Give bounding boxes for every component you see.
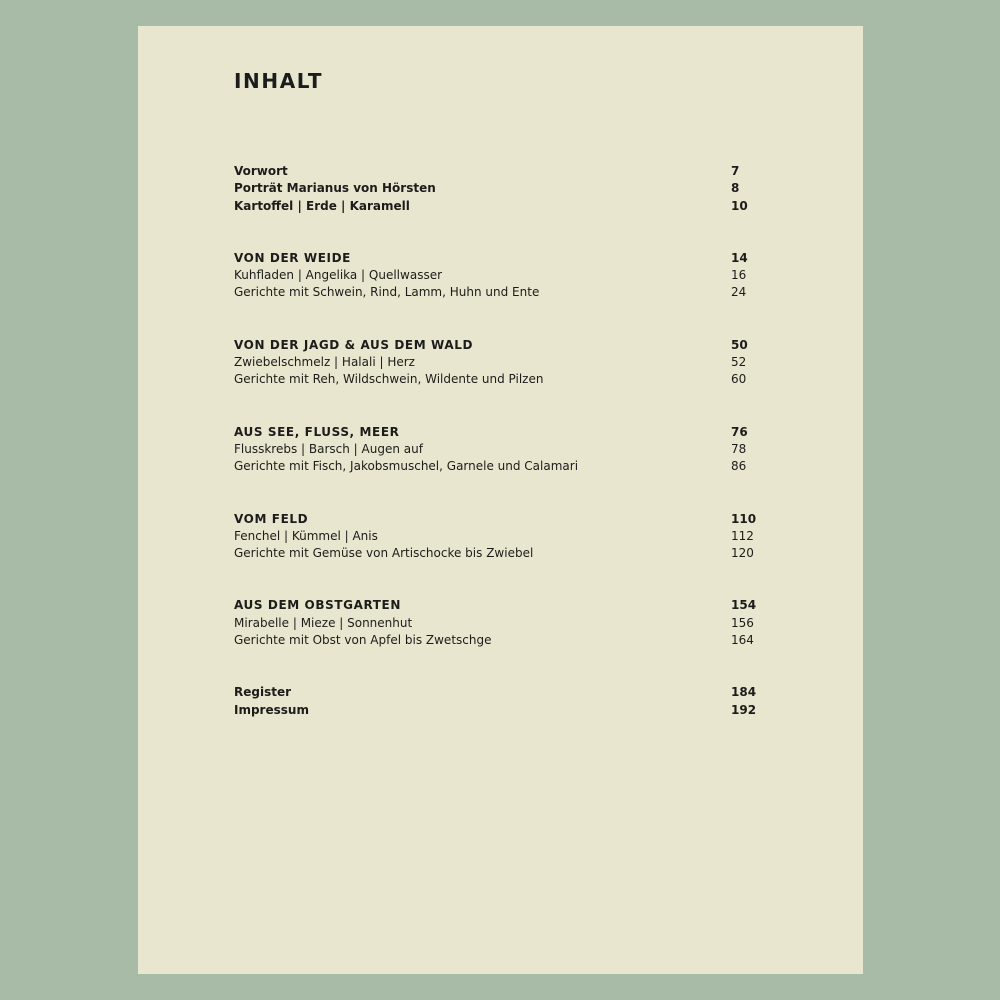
toc-entry-page: 112 [731, 528, 754, 543]
page-title: INHALT [234, 69, 324, 93]
toc-entry[interactable] [234, 163, 762, 180]
toc-group-back-matter [234, 684, 762, 719]
toc-entry-label: Mirabelle | Mieze | Sonnenhut [234, 615, 413, 630]
toc-entry-label: Gerichte mit Reh, Wildschwein, Wildente und Pilzen [234, 372, 544, 387]
toc-section-aus-dem-obstgarten [234, 597, 762, 649]
toc-entry-label: Zwiebelschmelz | Halali | Herz [234, 355, 415, 370]
toc-entry-page: 184 [731, 685, 757, 700]
toc-section-heading-page: 50 [731, 337, 748, 352]
table-of-contents [234, 163, 762, 754]
toc-section-heading-page: 14 [731, 250, 748, 265]
toc-section-heading[interactable] [234, 250, 762, 267]
toc-entry[interactable] [234, 632, 762, 649]
toc-entry-label: Gerichte mit Gemüse von Artischocke bis Zwiebel [234, 546, 534, 561]
toc-section-heading-label: AUS DEM OBSTGARTEN [234, 598, 401, 613]
toc-entry-page: 24 [731, 285, 747, 300]
toc-entry-label: Kuhfladen | Angelika | Quellwasser [234, 268, 443, 283]
toc-section-heading-label: VON DER WEIDE [234, 250, 351, 265]
toc-entry[interactable] [234, 198, 762, 215]
toc-entry-label: Gerichte mit Schwein, Rind, Lamm, Huhn und Ente [234, 285, 540, 300]
book-page [138, 26, 863, 974]
toc-section-heading[interactable] [234, 337, 762, 354]
toc-entry-page: 60 [731, 372, 747, 387]
toc-entry-page: 52 [731, 355, 747, 370]
toc-entry-page: 7 [731, 164, 740, 178]
toc-section-heading[interactable] [234, 597, 762, 614]
toc-entry-label: Register [234, 685, 292, 700]
toc-entry[interactable] [234, 180, 762, 197]
toc-section-von-der-weide [234, 250, 762, 302]
toc-entry-page: 156 [731, 615, 754, 630]
toc-entry[interactable] [234, 528, 762, 545]
toc-entry[interactable] [234, 684, 762, 701]
toc-entry[interactable] [234, 441, 762, 458]
toc-entry-label: Gerichte mit Fisch, Jakobsmuschel, Garnele und Calamari [234, 459, 579, 474]
toc-section-heading-page: 110 [731, 511, 757, 526]
toc-section-heading-label: AUS SEE, FLUSS, MEER [234, 424, 400, 439]
toc-section-heading-label: VON DER JAGD & AUS DEM WALD [234, 337, 474, 352]
toc-entry-page: 8 [731, 181, 740, 196]
toc-entry[interactable] [234, 458, 762, 475]
toc-entry[interactable] [234, 284, 762, 301]
toc-entry[interactable] [234, 615, 762, 632]
toc-entry-page: 86 [731, 459, 747, 474]
toc-section-heading-page: 76 [731, 424, 748, 439]
toc-section-heading-page: 154 [731, 598, 757, 613]
toc-section-heading[interactable] [234, 511, 762, 528]
toc-entry-label: Flusskrebs | Barsch | Augen auf [234, 441, 423, 456]
toc-entry-label: Gerichte mit Obst von Apfel bis Zwetschge [234, 633, 492, 648]
toc-entry[interactable] [234, 545, 762, 562]
toc-entry-page: 164 [731, 633, 754, 648]
toc-entry-page: 192 [731, 702, 757, 717]
toc-section-vom-feld [234, 511, 762, 563]
toc-entry-page: 120 [731, 546, 754, 561]
toc-entry[interactable] [234, 702, 762, 719]
toc-entry-label: Fenchel | Kümmel | Anis [234, 528, 378, 543]
toc-entry-label: Impressum [234, 702, 309, 717]
toc-entry[interactable] [234, 371, 762, 388]
toc-entry-label: Kartoffel | Erde | Karamell [234, 198, 410, 213]
toc-entry-page: 78 [731, 441, 747, 456]
toc-entry-label: Vorwort [234, 164, 288, 178]
toc-group-front-matter [234, 163, 762, 215]
toc-section-heading[interactable] [234, 424, 762, 441]
toc-section-heading-label: VOM FELD [234, 511, 309, 526]
toc-entry[interactable] [234, 267, 762, 284]
toc-entry-page: 10 [731, 198, 748, 213]
toc-section-aus-see-fluss-meer [234, 424, 762, 476]
toc-entry-page: 16 [731, 268, 747, 283]
toc-entry-label: Porträt Marianus von Hörsten [234, 181, 436, 196]
toc-section-von-der-jagd [234, 337, 762, 389]
toc-entry[interactable] [234, 354, 762, 371]
